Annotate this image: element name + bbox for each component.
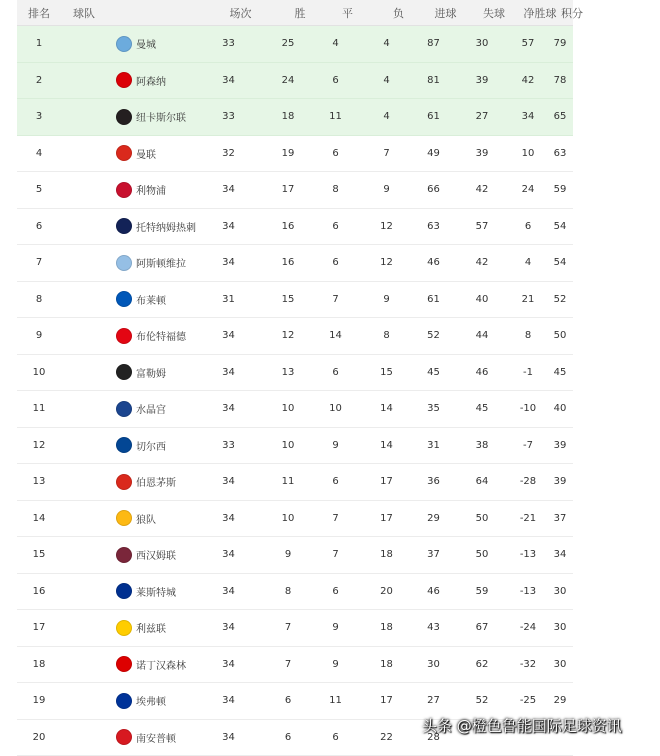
goals-against-cell: 50 (455, 513, 509, 524)
won-cell: 11 (266, 476, 310, 487)
team-cell[interactable] (61, 656, 191, 672)
won-cell: 13 (266, 367, 310, 378)
team-cell[interactable] (61, 620, 191, 636)
won-cell: 25 (266, 38, 310, 49)
won-cell: 10 (266, 440, 310, 451)
table-body (17, 26, 573, 756)
rank-cell: 2 (17, 75, 61, 86)
goals-for-cell: 45 (412, 367, 455, 378)
drawn-cell: 9 (310, 622, 361, 633)
lost-cell: 17 (361, 695, 412, 706)
points-cell: 79 (547, 38, 573, 49)
won-cell: 18 (266, 111, 310, 122)
goal-diff-cell: -10 (509, 403, 547, 414)
table-row[interactable] (17, 245, 573, 282)
goals-against-cell: 50 (455, 549, 509, 560)
table-row[interactable] (17, 537, 573, 574)
header-points: 积分 (559, 5, 585, 21)
table-row[interactable] (17, 172, 573, 209)
rank-cell: 12 (17, 440, 61, 451)
won-cell: 8 (266, 586, 310, 597)
played-cell: 34 (191, 75, 266, 86)
won-cell: 6 (266, 732, 310, 743)
team-name[interactable]: 伯恩茅斯 (136, 474, 176, 489)
won-cell: 10 (266, 403, 310, 414)
team-cell[interactable] (61, 510, 191, 526)
goals-for-cell: 27 (412, 695, 455, 706)
leicester-crest-icon (116, 583, 132, 599)
played-cell: 34 (191, 403, 266, 414)
points-cell: 30 (547, 586, 573, 597)
goal-diff-cell: 34 (509, 111, 547, 122)
goal-diff-cell: 24 (509, 184, 547, 195)
liverpool-crest-icon (116, 182, 132, 198)
team-name[interactable]: 利兹联 (136, 620, 166, 635)
rank-cell: 16 (17, 586, 61, 597)
table-row[interactable] (17, 647, 573, 684)
goals-for-cell: 49 (412, 148, 455, 159)
goals-against-cell: 42 (455, 184, 509, 195)
tottenham-crest-icon (116, 218, 132, 234)
table-row[interactable] (17, 99, 573, 136)
goals-against-cell: 39 (455, 75, 509, 86)
team-cell[interactable] (61, 437, 191, 453)
points-cell: 40 (547, 403, 573, 414)
drawn-cell: 9 (310, 659, 361, 670)
table-row[interactable] (17, 464, 573, 501)
goal-diff-cell: -24 (509, 622, 547, 633)
lost-cell: 14 (361, 440, 412, 451)
goals-for-cell: 61 (412, 111, 455, 122)
header-won: 胜 (278, 5, 322, 21)
played-cell: 34 (191, 513, 266, 524)
drawn-cell: 6 (310, 148, 361, 159)
won-cell: 9 (266, 549, 310, 560)
team-cell[interactable] (61, 364, 191, 380)
table-row[interactable] (17, 355, 573, 392)
team-cell[interactable] (61, 474, 191, 490)
played-cell: 34 (191, 184, 266, 195)
header-team: 球队 (61, 5, 203, 21)
goals-against-cell: 57 (455, 221, 509, 232)
crystal-palace-crest-icon (116, 401, 132, 417)
lost-cell: 17 (361, 513, 412, 524)
goal-diff-cell: -28 (509, 476, 547, 487)
rank-cell: 4 (17, 148, 61, 159)
goal-diff-cell: 10 (509, 148, 547, 159)
man-city-crest-icon (116, 36, 132, 52)
fulham-crest-icon (116, 364, 132, 380)
played-cell: 34 (191, 221, 266, 232)
goal-diff-cell: 8 (509, 330, 547, 341)
lost-cell: 9 (361, 184, 412, 195)
lost-cell: 4 (361, 38, 412, 49)
points-cell: 54 (547, 221, 573, 232)
drawn-cell: 6 (310, 476, 361, 487)
team-name[interactable]: 莱斯特城 (136, 584, 176, 599)
rank-cell: 6 (17, 221, 61, 232)
played-cell: 34 (191, 476, 266, 487)
drawn-cell: 11 (310, 111, 361, 122)
newcastle-crest-icon (116, 109, 132, 125)
drawn-cell: 6 (310, 367, 361, 378)
goals-for-cell: 63 (412, 221, 455, 232)
points-cell: 52 (547, 294, 573, 305)
won-cell: 17 (266, 184, 310, 195)
goals-against-cell: 27 (455, 111, 509, 122)
goal-diff-cell: -21 (509, 513, 547, 524)
played-cell: 34 (191, 549, 266, 560)
everton-crest-icon (116, 693, 132, 709)
points-cell: 78 (547, 75, 573, 86)
team-cell[interactable] (61, 729, 191, 745)
played-cell: 33 (191, 440, 266, 451)
man-united-crest-icon (116, 145, 132, 161)
points-cell: 50 (547, 330, 573, 341)
team-cell[interactable] (61, 328, 191, 344)
played-cell: 34 (191, 257, 266, 268)
rank-cell: 3 (17, 111, 61, 122)
goals-for-cell: 52 (412, 330, 455, 341)
goals-for-cell: 46 (412, 586, 455, 597)
brighton-crest-icon (116, 291, 132, 307)
goal-diff-cell: -25 (509, 695, 547, 706)
table-row[interactable] (17, 282, 573, 319)
points-cell: 30 (547, 622, 573, 633)
team-name[interactable]: 托特纳姆热刺 (136, 219, 196, 234)
team-name[interactable]: 布莱顿 (136, 292, 166, 307)
drawn-cell: 11 (310, 695, 361, 706)
drawn-cell: 6 (310, 257, 361, 268)
points-cell: 30 (547, 659, 573, 670)
won-cell: 16 (266, 221, 310, 232)
goals-for-cell: 36 (412, 476, 455, 487)
goals-for-cell: 66 (412, 184, 455, 195)
points-cell: 29 (547, 695, 573, 706)
goals-against-cell: 46 (455, 367, 509, 378)
lost-cell: 7 (361, 148, 412, 159)
won-cell: 16 (266, 257, 310, 268)
drawn-cell: 14 (310, 330, 361, 341)
goals-for-cell: 35 (412, 403, 455, 414)
team-cell[interactable] (61, 693, 191, 709)
rank-cell: 13 (17, 476, 61, 487)
header-rank: 排名 (17, 5, 61, 21)
lost-cell: 18 (361, 549, 412, 560)
goals-against-cell: 40 (455, 294, 509, 305)
goals-against-cell: 44 (455, 330, 509, 341)
won-cell: 7 (266, 622, 310, 633)
played-cell: 34 (191, 622, 266, 633)
drawn-cell: 7 (310, 549, 361, 560)
bournemouth-crest-icon (116, 474, 132, 490)
goal-diff-cell: -13 (509, 549, 547, 560)
goals-for-cell: 61 (412, 294, 455, 305)
lost-cell: 12 (361, 221, 412, 232)
goal-diff-cell: -7 (509, 440, 547, 451)
table-header (17, 0, 573, 26)
lost-cell: 18 (361, 659, 412, 670)
rank-cell: 11 (17, 403, 61, 414)
goals-against-cell: 67 (455, 622, 509, 633)
lost-cell: 14 (361, 403, 412, 414)
watermark: 头条 @橙色鲁能国际足球资讯 (422, 715, 622, 736)
team-cell[interactable] (61, 255, 191, 271)
table-row[interactable] (17, 428, 573, 465)
played-cell: 31 (191, 294, 266, 305)
goal-diff-cell: -32 (509, 659, 547, 670)
won-cell: 6 (266, 695, 310, 706)
goals-for-cell: 87 (412, 38, 455, 49)
played-cell: 34 (191, 586, 266, 597)
header-goal-diff: 净胜球 (521, 5, 559, 21)
header-goals-against: 失球 (467, 5, 521, 21)
won-cell: 24 (266, 75, 310, 86)
table-row[interactable] (17, 63, 573, 100)
drawn-cell: 4 (310, 38, 361, 49)
won-cell: 12 (266, 330, 310, 341)
points-cell: 34 (547, 549, 573, 560)
west-ham-crest-icon (116, 547, 132, 563)
aston-villa-crest-icon (116, 255, 132, 271)
won-cell: 15 (266, 294, 310, 305)
points-cell: 59 (547, 184, 573, 195)
table-row[interactable] (17, 574, 573, 611)
goals-against-cell: 45 (455, 403, 509, 414)
team-name[interactable]: 阿森纳 (136, 73, 166, 88)
goal-diff-cell: 57 (509, 38, 547, 49)
rank-cell: 10 (17, 367, 61, 378)
table-row[interactable] (17, 610, 573, 647)
played-cell: 32 (191, 148, 266, 159)
goals-against-cell: 52 (455, 695, 509, 706)
nottingham-forest-crest-icon (116, 656, 132, 672)
league-standings-table (17, 0, 573, 756)
lost-cell: 12 (361, 257, 412, 268)
arsenal-crest-icon (116, 72, 132, 88)
drawn-cell: 8 (310, 184, 361, 195)
wolves-crest-icon (116, 510, 132, 526)
goal-diff-cell: 21 (509, 294, 547, 305)
team-name[interactable]: 曼联 (136, 146, 156, 161)
goals-against-cell: 59 (455, 586, 509, 597)
goal-diff-cell: 4 (509, 257, 547, 268)
rank-cell: 18 (17, 659, 61, 670)
team-name[interactable]: 水晶宫 (136, 401, 166, 416)
team-name[interactable]: 阿斯顿维拉 (136, 255, 186, 270)
goals-for-cell: 29 (412, 513, 455, 524)
rank-cell: 15 (17, 549, 61, 560)
played-cell: 34 (191, 659, 266, 670)
team-cell[interactable] (61, 401, 191, 417)
points-cell: 65 (547, 111, 573, 122)
goals-for-cell: 28 (412, 732, 455, 743)
team-name[interactable]: 曼城 (136, 36, 156, 51)
points-cell: 45 (547, 367, 573, 378)
lost-cell: 15 (361, 367, 412, 378)
team-cell[interactable] (61, 36, 191, 52)
rank-cell: 5 (17, 184, 61, 195)
team-cell[interactable] (61, 547, 191, 563)
lost-cell: 20 (361, 586, 412, 597)
rank-cell: 8 (17, 294, 61, 305)
goals-for-cell: 31 (412, 440, 455, 451)
table-row[interactable] (17, 318, 573, 355)
played-cell: 34 (191, 732, 266, 743)
goals-for-cell: 43 (412, 622, 455, 633)
team-cell[interactable] (61, 291, 191, 307)
goal-diff-cell: 42 (509, 75, 547, 86)
team-name[interactable]: 利物浦 (136, 182, 166, 197)
played-cell: 34 (191, 695, 266, 706)
team-name[interactable]: 南安普顿 (136, 730, 176, 745)
team-cell[interactable] (61, 109, 191, 125)
lost-cell: 17 (361, 476, 412, 487)
drawn-cell: 6 (310, 75, 361, 86)
goals-for-cell: 37 (412, 549, 455, 560)
drawn-cell: 9 (310, 440, 361, 451)
table-row[interactable] (17, 391, 573, 428)
brentford-crest-icon (116, 328, 132, 344)
chelsea-crest-icon (116, 437, 132, 453)
goals-for-cell: 46 (412, 257, 455, 268)
team-name[interactable]: 富勒姆 (136, 365, 166, 380)
points-cell: 39 (547, 440, 573, 451)
goals-against-cell: 64 (455, 476, 509, 487)
rank-cell: 20 (17, 732, 61, 743)
team-name[interactable]: 埃弗顿 (136, 693, 166, 708)
header-goals-for: 进球 (424, 5, 467, 21)
header-lost: 负 (373, 5, 424, 21)
rank-cell: 9 (17, 330, 61, 341)
lost-cell: 4 (361, 111, 412, 122)
header-drawn: 平 (322, 5, 373, 21)
team-name[interactable]: 诺丁汉森林 (136, 657, 186, 672)
drawn-cell: 6 (310, 221, 361, 232)
goals-for-cell: 81 (412, 75, 455, 86)
table-row[interactable] (17, 501, 573, 538)
rank-cell: 19 (17, 695, 61, 706)
leeds-crest-icon (116, 620, 132, 636)
rank-cell: 14 (17, 513, 61, 524)
played-cell: 34 (191, 367, 266, 378)
won-cell: 10 (266, 513, 310, 524)
team-cell[interactable] (61, 218, 191, 234)
won-cell: 7 (266, 659, 310, 670)
goal-diff-cell: -13 (509, 586, 547, 597)
played-cell: 34 (191, 330, 266, 341)
team-name[interactable]: 西汉姆联 (136, 547, 176, 562)
team-cell[interactable] (61, 583, 191, 599)
rank-cell: 1 (17, 38, 61, 49)
goals-against-cell: 38 (455, 440, 509, 451)
points-cell: 54 (547, 257, 573, 268)
header-played: 场次 (203, 5, 278, 21)
lost-cell: 4 (361, 75, 412, 86)
lost-cell: 18 (361, 622, 412, 633)
played-cell: 33 (191, 111, 266, 122)
drawn-cell: 7 (310, 294, 361, 305)
drawn-cell: 6 (310, 586, 361, 597)
drawn-cell: 10 (310, 403, 361, 414)
team-name[interactable]: 狼队 (136, 511, 156, 526)
rank-cell: 17 (17, 622, 61, 633)
won-cell: 19 (266, 148, 310, 159)
drawn-cell: 6 (310, 732, 361, 743)
lost-cell: 9 (361, 294, 412, 305)
team-name[interactable]: 纽卡斯尔联 (136, 109, 186, 124)
goal-diff-cell: 6 (509, 221, 547, 232)
goals-against-cell: 42 (455, 257, 509, 268)
goals-against-cell: 62 (455, 659, 509, 670)
team-cell[interactable] (61, 72, 191, 88)
lost-cell: 22 (361, 732, 412, 743)
goals-against-cell: 39 (455, 148, 509, 159)
table-row[interactable] (17, 26, 573, 63)
team-name[interactable]: 切尔西 (136, 438, 166, 453)
team-cell[interactable] (61, 145, 191, 161)
goal-diff-cell: -1 (509, 367, 547, 378)
team-name[interactable]: 布伦特福德 (136, 328, 186, 343)
points-cell: 39 (547, 476, 573, 487)
table-row[interactable] (17, 209, 573, 246)
table-row[interactable] (17, 136, 573, 173)
rank-cell: 7 (17, 257, 61, 268)
played-cell: 33 (191, 38, 266, 49)
drawn-cell: 7 (310, 513, 361, 524)
southampton-crest-icon (116, 729, 132, 745)
points-cell: 37 (547, 513, 573, 524)
lost-cell: 8 (361, 330, 412, 341)
goals-against-cell: 30 (455, 38, 509, 49)
team-cell[interactable] (61, 182, 191, 198)
points-cell: 63 (547, 148, 573, 159)
goals-for-cell: 30 (412, 659, 455, 670)
